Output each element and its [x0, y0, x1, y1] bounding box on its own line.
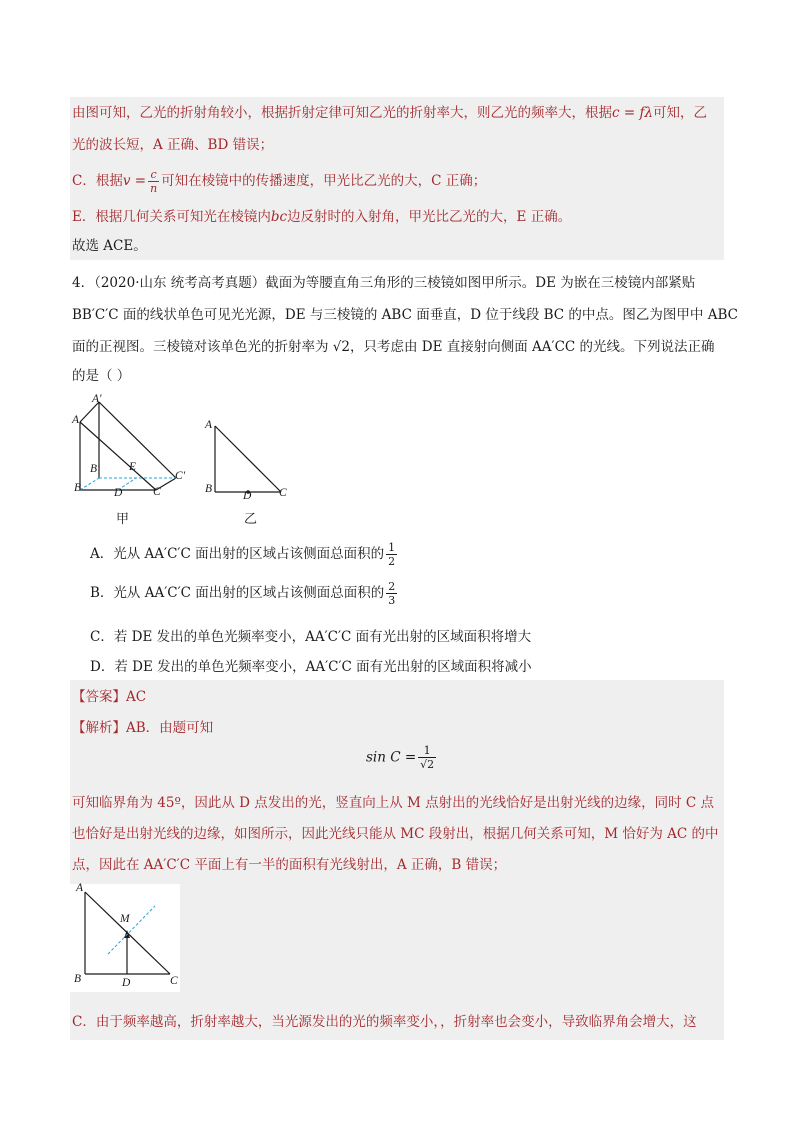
analysis-line: 【解析】AB．由题可知	[72, 720, 214, 736]
analysis-para-3: 点，因此在 AA′C′C 平面上有一半的面积有光线射出，A 正确，B 错误；	[72, 857, 507, 873]
fraction-1-sqrt2: $\frac{1}{√2}$	[420, 744, 435, 771]
question-line-3: 面的正视图。三棱镜对该单色光的折射率为 √2，只考虑由 DE 直接射向侧面 AA′CC 的光线。下列说法正确	[72, 339, 715, 355]
option-d: D．若 DE 发出的单色光频率变小，AA′C′C 面有光出射的区域面积将减小	[90, 659, 532, 675]
option-b: B．光从 AA′C′C 面出射的区域占该侧面总面积的 $\frac{2}{3}$	[90, 580, 396, 607]
label-b-prime: B′	[90, 463, 100, 475]
option-c: C．若 DE 发出的单色光频率变小，AA′C′C 面有光出射的区域面积将增大	[90, 629, 532, 645]
prev-solution-line-c: C．根据v = $\frac{c}{n}$ 可知在棱镜中的传播速度，甲光比乙光的大，C 正确；	[72, 168, 487, 195]
fig2-label-b: B	[74, 973, 82, 985]
label-a: A	[72, 414, 80, 426]
analysis-para-1: 可知临界角为 45º，因此从 D 点发出的光，竖直向上从 M 点射出的光线恰好是出射光线的边缘，同时 C 点	[72, 795, 715, 811]
sin-c-equation: sin C = $\frac{1}{√2}$	[366, 744, 435, 771]
question-line-4: 的是（ ）	[72, 368, 131, 384]
analysis-tag: 【解析】	[72, 720, 126, 736]
fig2-label-c: C	[170, 975, 178, 987]
prev-conclusion: 故选 ACE。	[70, 232, 724, 260]
fraction-c-over-n: $\frac{c}{n}$	[150, 168, 158, 195]
prev-solution-line-e: E．根据几何关系可知光在棱镜内bc边反射时的入射角，甲光比乙光的大，E 正确。	[72, 209, 572, 225]
formula-c-f-lambda: c = fλ	[612, 105, 654, 121]
prev-solution-line-2: 光的波长短，A 正确、BD 错误；	[72, 137, 274, 153]
analysis-para-c: C．由于频率越高，折射率越大，当光源发出的光的频率变小，，折射率也会变小，导致临界角会增大，这	[72, 1014, 697, 1030]
label-yi-a: A	[205, 419, 213, 431]
figure-yi-triangle	[205, 418, 295, 518]
answer-line	[72, 685, 146, 705]
label-c: C	[153, 486, 161, 498]
label-yi-c: C	[279, 487, 287, 499]
option-a: A．光从 AA′C′C 面出射的区域占该侧面总面积的 $\frac{1}{2}$	[90, 541, 396, 568]
question-line-1: 4．（2020·山东 统考高考真题）截面为等腰直角三角形的三棱镜如图甲所示。DE 为嵌在三棱镜内部紧贴	[72, 275, 696, 291]
answer-figure-triangle	[70, 884, 180, 992]
label-yi-b: B	[205, 483, 213, 495]
fig2-label-a: A	[76, 882, 84, 894]
prev-solution-line-1: 由图可知，乙光的折射角较小，根据折射定律可知乙光的折射率大，则乙光的频率大，根据c = fλ可知，乙	[72, 105, 708, 121]
analysis-para-2: 也恰好是出射光线的边缘，如图所示，因此光线只能从 MC 段射出，根据几何关系可知，M 恰好为 AC 的中	[72, 826, 719, 842]
fraction-1-2: $\frac{1}{2}$	[388, 541, 396, 568]
label-d: D	[114, 487, 123, 499]
fig2-label-m: M	[120, 913, 130, 925]
caption-jia: 甲	[116, 512, 130, 527]
caption-yi: 乙	[244, 512, 258, 527]
label-yi-d: D	[243, 490, 252, 502]
label-c-prime: C′	[175, 470, 186, 482]
figure-jia-prism	[70, 392, 200, 522]
label-a-prime: A′	[92, 393, 102, 405]
answer-tag: 【答案】	[72, 689, 126, 705]
label-e: E	[129, 461, 137, 473]
answer-value: AC	[126, 689, 147, 705]
fraction-2-3: $\frac{2}{3}$	[388, 580, 396, 607]
fig2-label-d: D	[122, 977, 131, 989]
question-line-2: BB′C′C 面的线状单色可见光光源，DE 与三棱镜的 ABC 面垂直，D 位于线段 BC 的中点。图乙为图甲中 ABC	[72, 307, 738, 323]
label-b: B	[74, 482, 82, 494]
